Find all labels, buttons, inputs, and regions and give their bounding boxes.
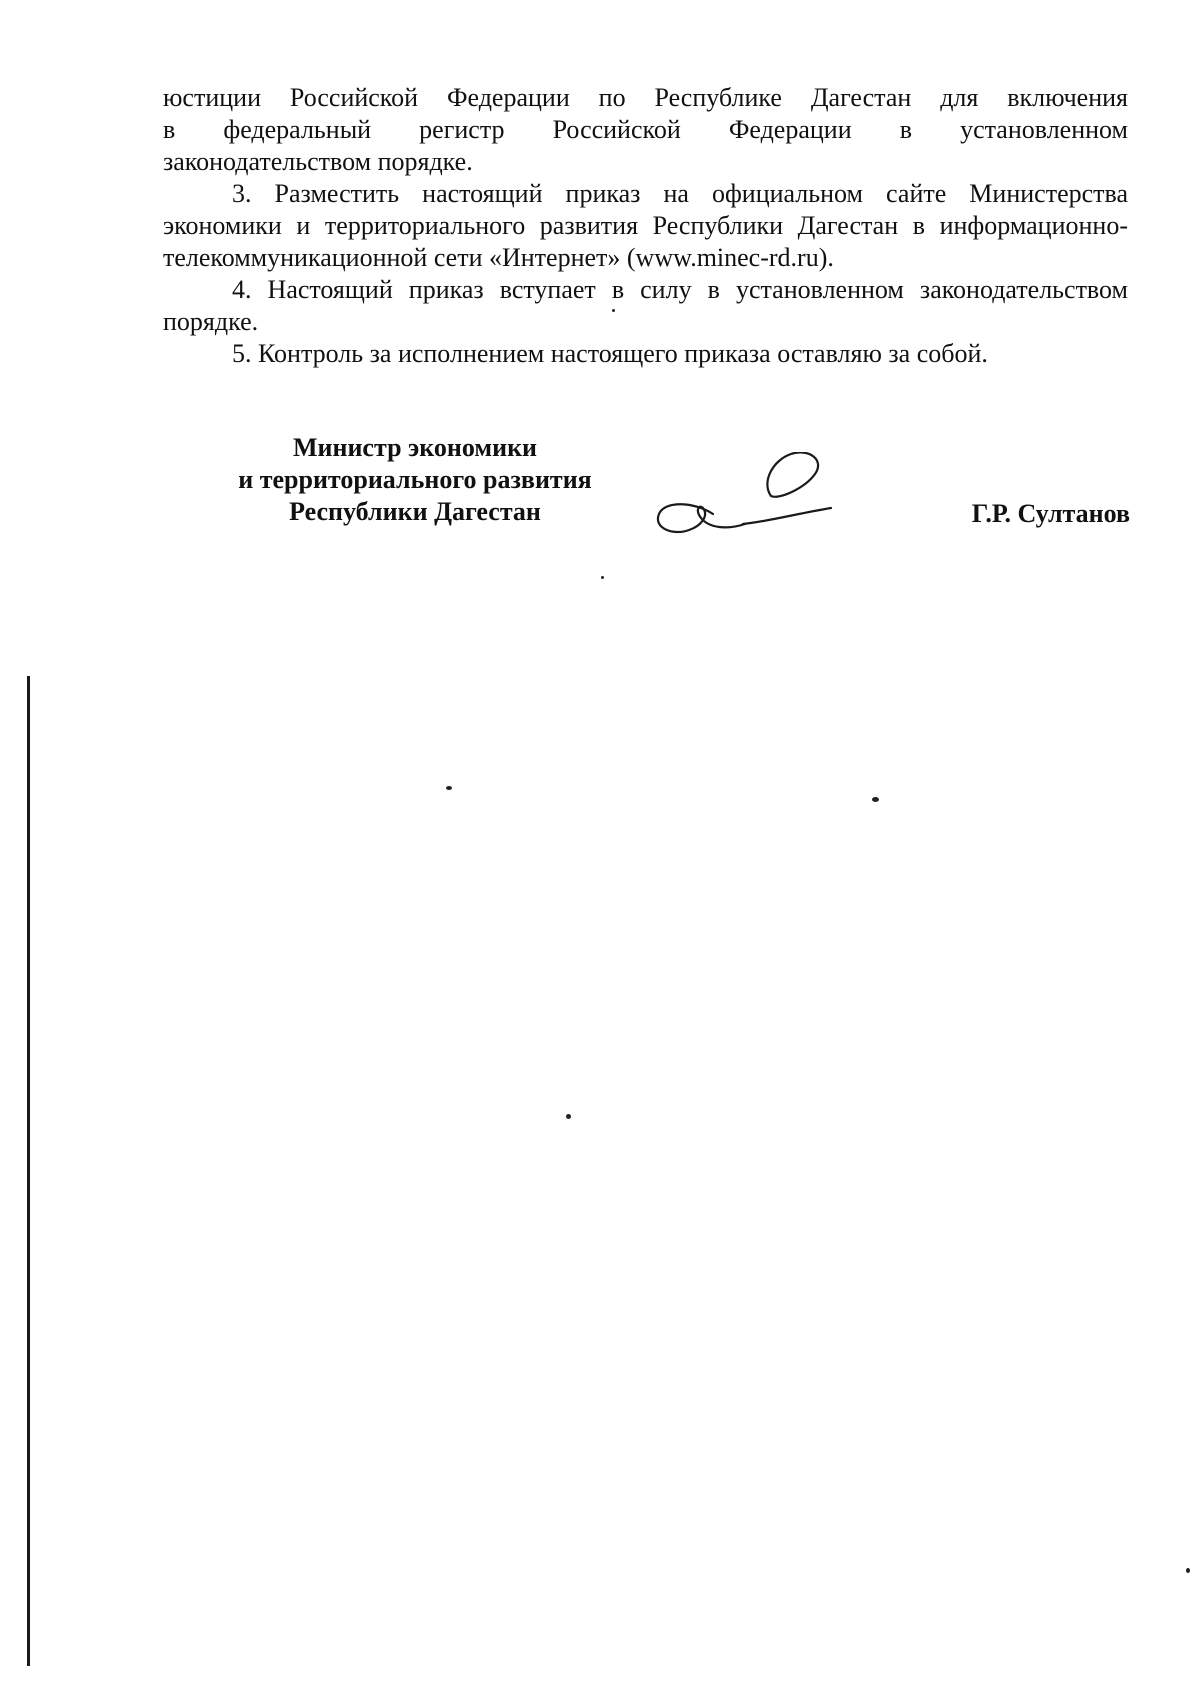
document-body	[163, 82, 1128, 370]
signatory-title-line-1: Министр экономики	[292, 433, 538, 462]
scan-speck	[566, 1114, 571, 1119]
signatory-title-line-2: и территориального развития	[238, 465, 592, 494]
scan-speck	[446, 786, 452, 790]
paragraph-continuation-line-2: в федеральный регистр Российской Федерации в установленном	[163, 115, 1128, 144]
scan-speck	[872, 797, 879, 802]
scan-speck	[612, 309, 615, 312]
scan-margin-line	[27, 676, 30, 1666]
signatory-title	[205, 432, 625, 528]
paragraph-continuation-line-1: юстиции Российской Федерации по Республике Дагестан для включения	[163, 83, 1128, 112]
paragraph-item-5: 5. Контроль за исполнением настоящего приказа оставляю за собой.	[232, 339, 988, 368]
paragraph-item-4: 4. Настоящий приказ вступает в силу в установленном законодательством порядке.	[163, 275, 1128, 336]
signatory-title-line-3: Республики Дагестан	[289, 497, 541, 526]
handwritten-signature	[655, 452, 845, 572]
scan-speck	[1186, 1568, 1190, 1573]
paragraph-continuation-line-3: законодательством порядке.	[163, 147, 473, 176]
scan-speck	[601, 576, 604, 579]
paragraph-item-3: 3. Разместить настоящий приказ на официальном сайте Министерства экономики и территориального развития Республики Дагестан в информационно-телекоммуникационной сети «Интернет» (www.minec-rd.ru).	[163, 179, 1128, 272]
signatory-name: Г.Р. Султанов	[971, 499, 1130, 528]
